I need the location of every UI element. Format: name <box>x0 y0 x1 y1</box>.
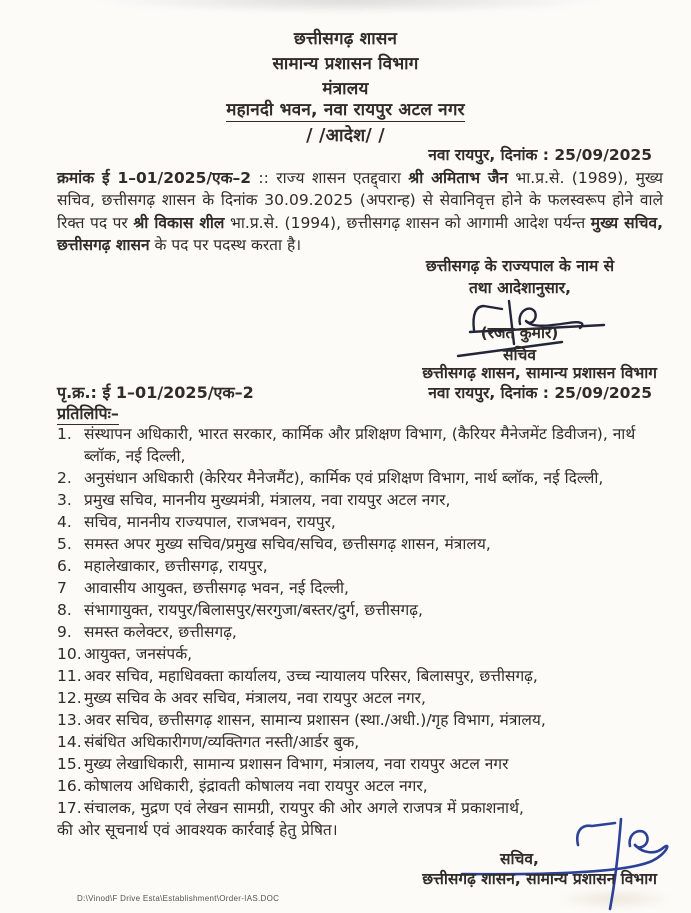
recipient-text: समस्त कलेक्टर, छत्तीसगढ़, <box>84 623 237 641</box>
recipient-row <box>57 533 667 555</box>
signature-stroke <box>630 831 648 847</box>
signature-stroke <box>577 823 615 845</box>
recipient-row <box>57 621 667 643</box>
closing-line: की ओर सूचनार्थ एवं आवश्यक कार्रवाई हेतु प्रेषित। <box>57 821 338 839</box>
recipient-row <box>57 423 667 467</box>
recipient-number: 9. <box>57 623 72 641</box>
order-text-1: राज्य शासन एतद्द्वारा <box>276 169 409 187</box>
recipient-text: अवर सचिव, छत्तीसगढ़ शासन, सामान्य प्रशासन (स्था./अधी.)/गृह विभाग, मंत्रालय, <box>84 711 546 729</box>
order-separator: :: <box>251 169 277 187</box>
recipient-number: 2. <box>57 469 72 487</box>
letterhead-ministry: मंत्रालय <box>322 79 369 99</box>
post-title: मुख्य सचिव, छत्तीसगढ़ शासन <box>57 213 663 255</box>
recipient-text: मुख्य सचिव के अवर सचिव, मंत्रालय, नवा रायपुर अटल नगर, <box>84 689 426 707</box>
recipient-text: अवर सचिव, महाधिवक्ता कार्यालय, उच्च न्यायालय परिसर, बिलासपुर, छत्तीसगढ़, <box>84 667 538 685</box>
footer-signatory-department: छत्तीसगढ़ शासन, सामान्य प्रशासन विभाग <box>422 870 657 888</box>
recipient-row <box>57 643 667 665</box>
letterhead-address: महानदी भवन, नवा रायपुर अटल नगर <box>226 100 465 120</box>
recipient-row <box>57 489 667 511</box>
recipient-row <box>57 577 667 599</box>
officer-name-outgoing: श्री अमिताभ जैन <box>408 169 508 187</box>
order-text-3: भा.प्र.से. (1994), छत्तीसगढ़ शासन को आगामी आदेश पर्यन्त <box>224 213 591 232</box>
recipient-number: 6. <box>57 557 72 575</box>
order-number: क्रमांक ई 1–01/2025/एक–2 <box>57 169 252 187</box>
footer-signatory-designation: सचिव, <box>500 850 539 868</box>
recipient-text: प्रमुख सचिव, माननीय मुख्यमंत्री, मंत्रालय, नवा रायपुर अटल नगर, <box>84 491 451 509</box>
recipient-text: संस्थापन अधिकारी, भारत सरकार, कार्मिक और प्रशिक्षण विभाग, (कैरियर मैनेजमेंट डिवीजन), नार्थ ब्लॉक, नई दिल्ली, <box>84 425 636 465</box>
recipient-number: 3. <box>57 491 72 509</box>
recipient-text: सचिव, माननीय राज्यपाल, राजभवन, रायपुर, <box>84 513 336 531</box>
scan-smudge-top <box>90 0 610 14</box>
recipient-text: महालेखाकार, छत्तीसगढ़, रायपुर, <box>84 557 268 575</box>
recipient-row <box>57 555 667 577</box>
recipient-number: 10. <box>57 645 82 663</box>
recipient-row <box>57 599 667 621</box>
recipient-number: 13. <box>57 711 82 729</box>
recipient-row <box>57 753 667 775</box>
order-text-4: के पद पर पदस्थ करता है। <box>149 236 302 255</box>
secretary-signature-ink-blue <box>440 815 691 913</box>
recipient-text: संबंधित अधिकारीगण/व्यक्तिगत नस्ती/आर्डर बुक, <box>84 733 360 751</box>
recipient-number: 7 <box>57 579 67 597</box>
recipient-number: 1. <box>57 425 72 443</box>
copy-recipients <box>57 423 667 841</box>
copy-recipients-list <box>57 423 667 819</box>
order-text-2: भा.प्र.से. (1989), मुख्य सचिव, छत्तीसगढ़ शासन के दिनांक 30.09.2025 (अपरान्ह) से सेवानिवृत्त होने के फलस्वरूप होने वाले रिक्त पद पर <box>57 169 663 232</box>
by-order-line-2: तथा आदेशानुसार, <box>468 279 572 297</box>
recipient-number: 11. <box>57 667 82 685</box>
signatory-department: छत्तीसगढ़ शासन, सामान्य प्रशासन विभाग <box>422 364 657 382</box>
recipient-row <box>57 709 667 731</box>
recipient-number: 4. <box>57 513 72 531</box>
document-file-path: D:\Vinod\F Drive Esta\Establishment\Order-IAS.DOC <box>77 894 280 903</box>
order-heading: / /आदेश/ / <box>306 126 385 146</box>
recipient-number: 14. <box>57 733 82 751</box>
recipient-row <box>57 731 667 753</box>
signature-stroke <box>610 819 621 909</box>
recipient-number: 12. <box>57 689 82 707</box>
signatory-designation: सचिव <box>503 346 536 364</box>
recipient-row <box>57 775 667 797</box>
recipient-row <box>57 665 667 687</box>
recipient-number: 17. <box>57 799 82 817</box>
letterhead-department: सामान्य प्रशासन विभाग <box>272 54 419 74</box>
recipient-number: 8. <box>57 601 72 619</box>
recipient-number: 5. <box>57 535 72 553</box>
recipient-text: कोषालय अधिकारी, इंद्रावती कोषालय नवा रायपुर अटल नगर, <box>84 777 428 795</box>
copy-to-label: प्रतिलिपिः– <box>57 404 119 423</box>
endorsement-ref-number: पृ.क्र.: ई 1–01/2025/एक–2 <box>57 383 254 402</box>
recipient-row <box>57 687 667 709</box>
recipient-text: आयुक्त, जनसंपर्क, <box>84 645 193 663</box>
recipient-row <box>57 467 667 489</box>
order-paragraph <box>57 167 663 257</box>
recipient-text: आवासीय आयुक्त, छत्तीसगढ़ भवन, नई दिल्ली, <box>84 579 349 597</box>
by-order-line-1: छत्तीसगढ़ के राज्यपाल के नाम से <box>425 257 615 275</box>
signatory-name: (रजत कुमार) <box>480 324 559 342</box>
recipient-number: 16. <box>57 777 82 795</box>
endorsement-place-date: नवा रायपुर, दिनांक : 25/09/2025 <box>428 384 652 402</box>
recipient-row <box>57 511 667 533</box>
issue-place-date: नवा रायपुर, दिनांक : 25/09/2025 <box>428 146 652 164</box>
recipient-text: मुख्य लेखाधिकारी, सामान्य प्रशासन विभाग, मंत्रालय, नवा रायपुर अटल नगर <box>84 755 509 773</box>
recipient-text: समस्त अपर मुख्य सचिव/प्रमुख सचिव/सचिव, छत्तीसगढ़ शासन, मंत्रालय, <box>84 535 491 553</box>
recipient-number: 15. <box>57 755 82 773</box>
officer-name-incoming: श्री विकास शील <box>133 213 225 232</box>
letterhead-government: छत्तीसगढ़ शासन <box>293 29 398 49</box>
recipient-text: अनुसंधान अधिकारी (केरियर मैनेजमैंट), कार्मिक एवं प्रशिक्षण विभाग, नार्थ ब्लॉक, नई दिल्ली, <box>84 469 604 487</box>
recipient-text: संभागायुक्त, रायपुर/बिलासपुर/सरगुजा/बस्तर/दुर्ग, छत्तीसगढ़, <box>84 601 423 619</box>
recipient-text: संचालक, मुद्रण एवं लेखन सामग्री, रायपुर की ओर अगले राजपत्र में प्रकाशनार्थ, <box>84 799 524 817</box>
